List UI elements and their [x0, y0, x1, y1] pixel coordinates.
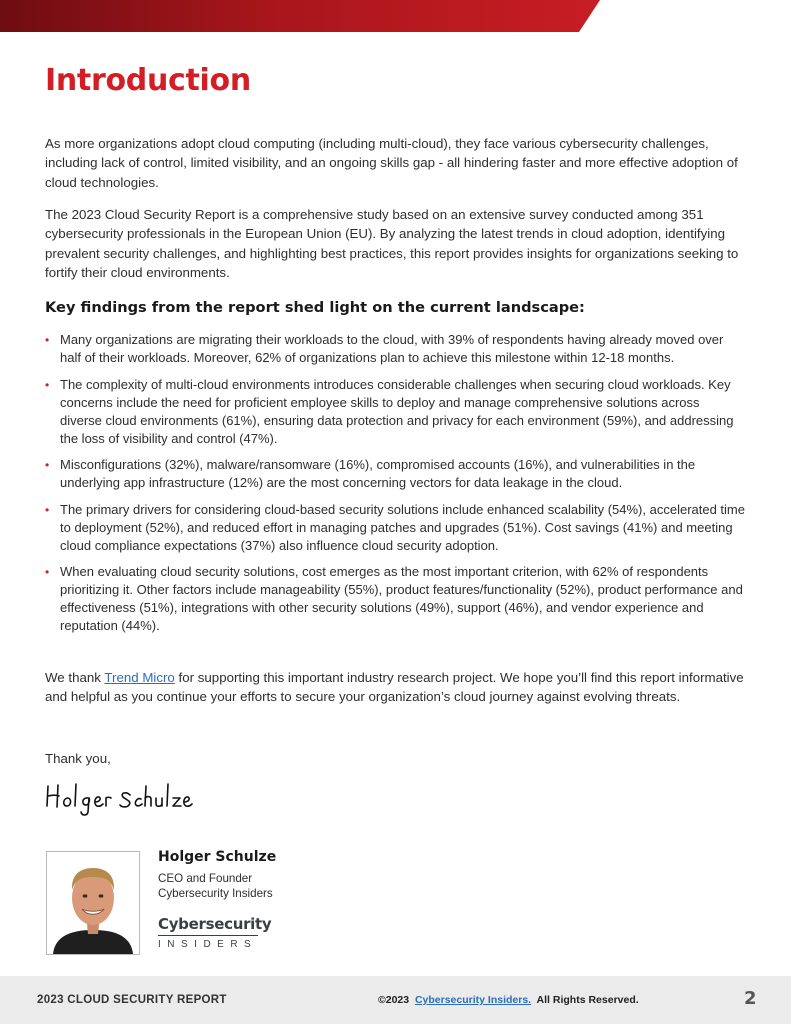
- author-portrait-icon: [47, 852, 139, 954]
- footer-report-name: 2023 CLOUD SECURITY REPORT: [37, 994, 227, 1006]
- cybersecurity-insiders-link[interactable]: Cybersecurity Insiders.: [414, 994, 532, 1006]
- closing-text-end: for supporting this important industry research project. We hope you’ll find this report informative and helpful as you continue your efforts to secure your organization’s cloud journey against evolving threats.: [45, 670, 744, 705]
- intro-paragraph-1: As more organizations adopt cloud computing (including multi-cloud), they face various cybersecurity challenges, including lack of control, limited visibility, and an ongoing skills gap - all hindering faster and more effective adoption of cloud technologies.: [45, 136, 738, 190]
- author-role: CEO and Founder: [158, 872, 253, 885]
- signature: [44, 778, 194, 818]
- copyright-suffix: All Rights Reserved.: [536, 994, 639, 1006]
- footer-copyright: [378, 994, 639, 1006]
- logo-subtitle: INSIDERS: [158, 939, 258, 950]
- logo-wordmark: Cybersecurity: [158, 915, 272, 933]
- bullet-icon: •: [45, 377, 50, 392]
- author-name: Holger Schulze: [158, 849, 277, 865]
- finding-text: The complexity of multi-cloud environments introduces considerable challenges when securing cloud workloads. Key concerns include the need for proficient employee skills to deploy and manage comprehensive solutions across diverse cloud environments (61%), ensuring data protection and privacy for each environment (59%), and addressing the loss of visibility and control (47%).: [60, 376, 734, 446]
- key-findings-list: [45, 331, 745, 644]
- list-item: [45, 501, 745, 555]
- list-item: [45, 563, 745, 635]
- thank-you-text: Thank you,: [45, 751, 111, 766]
- author-photo: [46, 851, 140, 955]
- copyright-prefix: ©2023: [378, 994, 410, 1006]
- author-company: Cybersecurity Insiders: [158, 887, 273, 900]
- finding-text: Misconfigurations (32%), malware/ransomware (16%), compromised accounts (16%), and vulnerabilities in the underlying app infrastructure (12%) are the most concerning vectors for data leakage in the cloud.: [60, 457, 696, 490]
- bullet-icon: •: [45, 458, 50, 472]
- intro-paragraph-2: The 2023 Cloud Security Report is a comprehensive study based on an extensive survey conducted among 351 cybersecurity professionals in the European Union (EU). By analyzing the latest trends in cloud adoption, identifying prevalent security challenges, and highlighting best practices, this report provides insights for organizations seeking to fortify their cloud environments.: [45, 207, 739, 280]
- page-number: 2: [744, 988, 757, 1009]
- list-item: [45, 456, 745, 492]
- trend-micro-link[interactable]: Trend Micro: [104, 670, 175, 685]
- closing-text-start: We thank: [45, 670, 105, 685]
- logo-divider: [158, 935, 258, 936]
- list-item: [45, 376, 745, 448]
- finding-text: The primary drivers for considering cloud-based security solutions include enhanced scalability (54%), accelerated time to deployment (52%), and reduced effort in managing patches and upgrades (51%). Cost savings (41%) and meeting cloud compliance expectations (37%) also influence cloud security adoption.: [60, 501, 745, 553]
- key-findings-heading: Key findings from the report shed light on the current landscape:: [45, 299, 585, 316]
- page-footer: [0, 976, 791, 1024]
- top-banner: [0, 0, 600, 32]
- closing-paragraph: [45, 668, 745, 707]
- bullet-icon: •: [45, 502, 50, 517]
- finding-text: When evaluating cloud security solutions, cost emerges as the most important criterion, with 62% of respondents prioritizing it. Other factors include manageability (55%), product features/functionality (52%), product performance and effectiveness (51%), integrations with other security solutions (49%), support (46%), and vendor experience and reputation (44%).: [60, 564, 743, 633]
- bullet-icon: •: [45, 565, 50, 579]
- bullet-icon: •: [45, 333, 50, 347]
- list-item: [45, 331, 745, 367]
- page-title: Introduction: [45, 63, 251, 98]
- finding-text: Many organizations are migrating their workloads to the cloud, with 39% of respondents having already moved over half of their workloads. Moreover, 62% of organizations plan to achieve this milestone within 12-18 months.: [60, 332, 724, 365]
